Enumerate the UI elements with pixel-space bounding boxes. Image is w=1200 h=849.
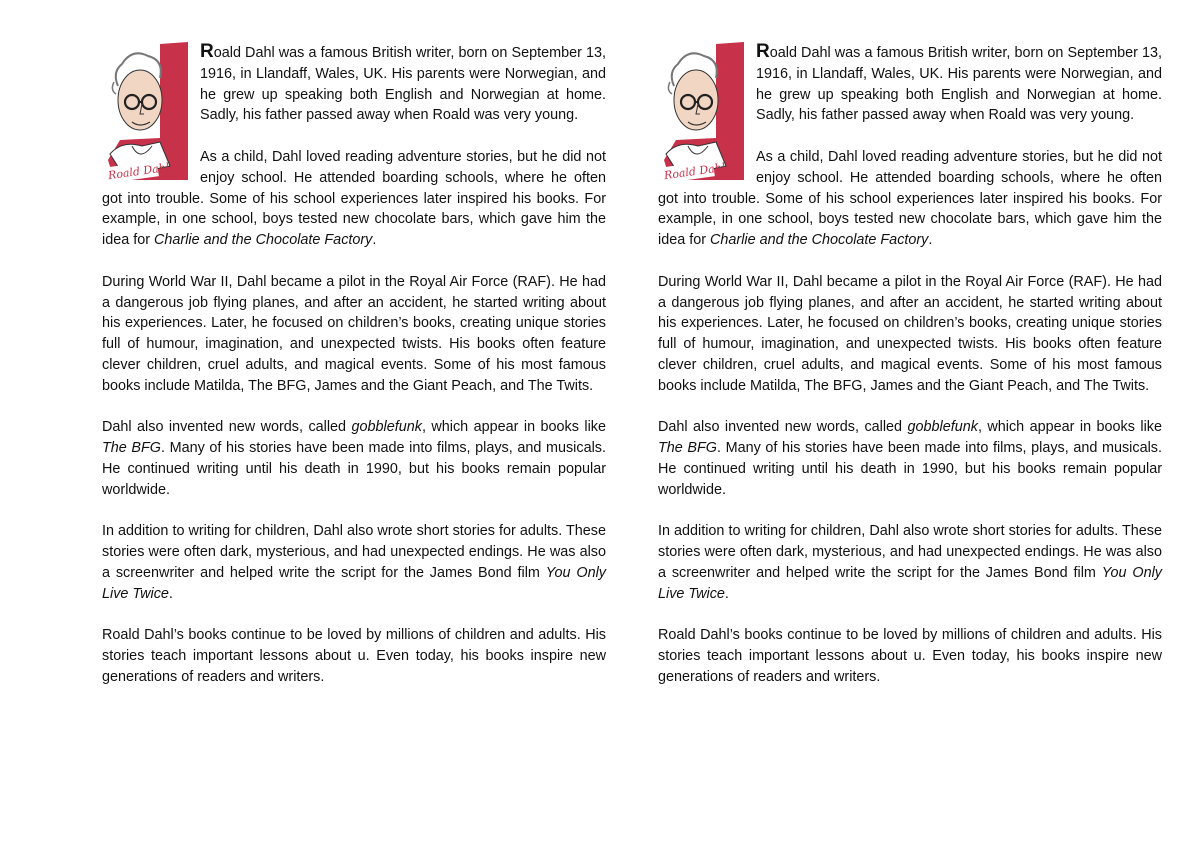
paragraph-childhood-text: As a child, Dahl loved reading adventure stories, but he did not enjoy school. He attended boarding schools, where he often got into trouble. Some of his school experiences later inspired his books. For example, in one school, boys tested new chocolate bars, which gave him the idea for: [658, 148, 1162, 249]
portrait-caption: Roald Dahl: [663, 160, 726, 183]
text-segment: Dahl also invented new words, called: [102, 419, 352, 436]
paragraph-legacy: Roald Dahl’s books continue to be loved by millions of children and adults. His stories teach important lessons about u. Even today, his books inspire new generations of readers and writers.: [102, 627, 606, 685]
text-segment: , which appear in books like: [977, 419, 1162, 436]
portrait-caption: Roald Dahl: [107, 160, 170, 183]
roald-dahl-portrait-illustration: [102, 42, 190, 182]
punctuation: .: [372, 232, 377, 249]
book-title-charlie: Charlie and the Chocolate Factory: [710, 232, 929, 249]
paragraph-adult-stories: [102, 521, 606, 604]
text-segment: . Many of his stories have been made into films, plays, and musicals. He continued writing until his death in 1990, but his books remain popular worldwide.: [102, 440, 606, 498]
punctuation: .: [928, 232, 933, 249]
text-column-left: [102, 42, 606, 709]
paragraph-war: During World War II, Dahl became a pilot in the Royal Air Force (RAF). He had a dangerous job flying planes, and after an accident, he started writing about his experiences. Later, he focused on children’s books, creating unique stories full of humour, imagination, and unexpected twists. His books often feature clever children, cruel adults, and magical events. Some of his most famous books include Matilda, The BFG, James and the Giant Peach, and The Twits.: [658, 273, 1162, 394]
text-segment: Dahl also invented new words, called: [658, 419, 908, 436]
drop-cap: R: [200, 41, 214, 62]
text-segment: . Many of his stories have been made into films, plays, and musicals. He continued writing until his death in 1990, but his books remain popular worldwide.: [658, 440, 1162, 498]
book-title-bfg: The BFG: [658, 440, 717, 457]
paragraph-childhood-text: As a child, Dahl loved reading adventure stories, but he did not enjoy school. He attended boarding schools, where he often got into trouble. Some of his school experiences later inspired his books. For example, in one school, boys tested new chocolate bars, which gave him the idea for: [102, 148, 606, 249]
roald-dahl-portrait-illustration: [658, 42, 746, 182]
paragraph-gobblefunk: [102, 417, 606, 500]
film-title-you-only-live-twice: You Only Live Twice: [658, 564, 1162, 602]
punctuation: .: [168, 585, 173, 602]
paragraph-intro-text: oald Dahl was a famous British writer, born on September 13, 1916, in Llandaff, Wales, UK. His parents were Norwegian, and he grew up speaking both English and Norwegian at home. Sadly, his father passed away when Roald was very young.: [200, 45, 606, 124]
word-gobblefunk: gobblefunk: [351, 419, 422, 436]
drop-cap: R: [756, 41, 770, 62]
book-title-bfg: The BFG: [102, 440, 161, 457]
text-column-right: [658, 42, 1162, 709]
paragraph-adult-stories: [658, 521, 1162, 604]
paragraph-gobblefunk: [658, 417, 1162, 500]
book-title-charlie: Charlie and the Chocolate Factory: [154, 232, 373, 249]
paragraph-intro-text: oald Dahl was a famous British writer, born on September 13, 1916, in Llandaff, Wales, UK. His parents were Norwegian, and he grew up speaking both English and Norwegian at home. Sadly, his father passed away when Roald was very young.: [756, 45, 1162, 124]
text-segment: , which appear in books like: [421, 419, 606, 436]
paragraph-legacy: Roald Dahl’s books continue to be loved by millions of children and adults. His stories teach important lessons about u. Even today, his books inspire new generations of readers and writers.: [658, 627, 1162, 685]
punctuation: .: [724, 585, 729, 602]
paragraph-adult-stories-text: In addition to writing for children, Dahl also wrote short stories for adults. These stories were often dark, mysterious, and had unexpected endings. He was also a screenwriter and helped write the script for the James Bond film: [102, 523, 606, 581]
word-gobblefunk: gobblefunk: [907, 419, 978, 436]
paragraph-war: During World War II, Dahl became a pilot in the Royal Air Force (RAF). He had a dangerous job flying planes, and after an accident, he started writing about his experiences. Later, he focused on children’s books, creating unique stories full of humour, imagination, and unexpected twists. His books often feature clever children, cruel adults, and magical events. Some of his most famous books include Matilda, The BFG, James and the Giant Peach, and The Twits.: [102, 273, 606, 394]
paragraph-adult-stories-text: In addition to writing for children, Dahl also wrote short stories for adults. These stories were often dark, mysterious, and had unexpected endings. He was also a screenwriter and helped write the script for the James Bond film: [658, 523, 1162, 581]
film-title-you-only-live-twice: You Only Live Twice: [102, 564, 606, 602]
